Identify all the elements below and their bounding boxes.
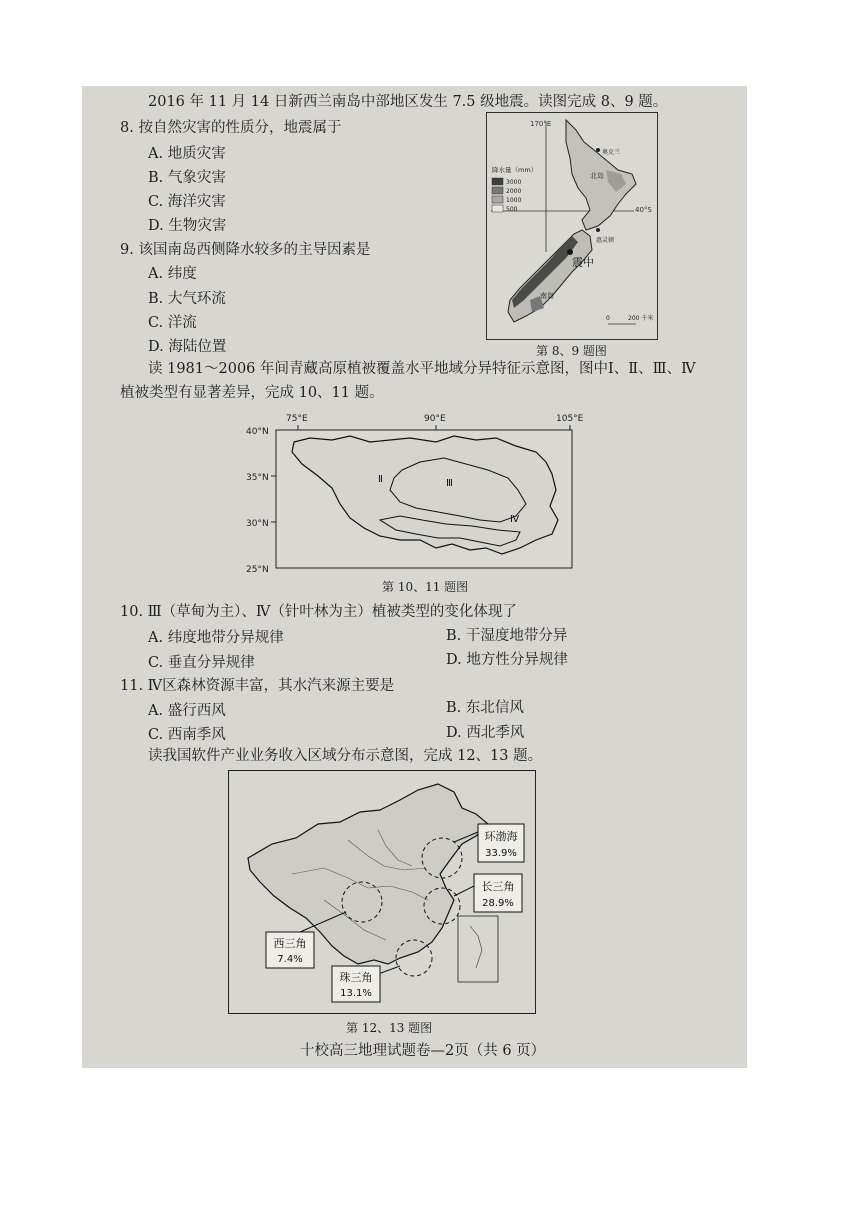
q9-option-d: D. 海陆位置: [148, 339, 227, 355]
region-iv-label: Ⅳ: [510, 514, 520, 525]
intro-q10-11-line2: 植被类型有显著差异，完成 10、11 题。: [120, 385, 384, 401]
tick-90e: 90°E: [424, 414, 446, 424]
q11-option-a: A. 盛行西风: [148, 703, 226, 719]
yangtze-value: 28.9%: [482, 898, 514, 909]
q9-option-b: B. 大气环流: [148, 291, 226, 307]
west-triangle-name: 西三角: [273, 937, 307, 950]
west-triangle-value: 7.4%: [277, 954, 303, 965]
q8-stem: 8. 按自然灾害的性质分，地震属于: [120, 120, 342, 136]
q8-option-d: D. 生物灾害: [148, 218, 227, 234]
wellington-marker: [596, 228, 600, 232]
legend-swatch-4: [492, 205, 503, 212]
legend-swatch-3: [492, 196, 503, 203]
scale-zero: 0: [606, 315, 610, 322]
q9-option-c: C. 洋流: [148, 315, 197, 331]
legend-label-4: 500: [506, 206, 518, 213]
pearl-value: 13.1%: [340, 988, 372, 999]
region-ii-label: Ⅱ: [378, 474, 383, 485]
legend-swatch-1: [492, 178, 503, 185]
wellington-label: 惠灵顿: [596, 237, 615, 244]
q11-option-c: C. 西南季风: [148, 727, 226, 743]
lon-170-label: 170°E: [530, 120, 552, 128]
page-footer: 十校高三地理试题卷—2页（共 6 页）: [300, 1043, 546, 1059]
auckland-label: 奥克兰: [602, 149, 621, 156]
new-zealand-map: [486, 112, 658, 340]
scale-label: 200 千米: [628, 315, 654, 322]
q8-option-c: C. 海洋灾害: [148, 194, 226, 210]
tick-40n: 40°N: [246, 427, 269, 437]
lat-40-label: 40°S: [635, 206, 652, 214]
legend-label-1: 3000: [506, 179, 522, 186]
china-map-caption: 第 12、13 题图: [346, 1021, 433, 1035]
tibet-map-caption: 第 10、11 题图: [382, 580, 469, 594]
q10-option-d: D. 地方性分异规律: [446, 652, 568, 668]
intro-q8-9: 2016 年 11 月 14 日新西兰南岛中部地区发生 7.5 级地震。读图完成 8、9 题。: [148, 94, 668, 110]
china-software-map: [228, 770, 536, 1014]
yangtze-name: 长三角: [481, 880, 515, 893]
north-island-label: 北岛: [590, 172, 604, 180]
q9-option-a: A. 纬度: [148, 266, 197, 282]
tick-105e: 105°E: [556, 414, 584, 424]
legend-title: 降水量（mm）: [492, 166, 538, 174]
q10-stem: 10. Ⅲ（草甸为主）、Ⅳ（针叶林为主）植被类型的变化体现了: [120, 604, 517, 620]
q11-option-b: B. 东北信风: [446, 700, 524, 716]
q11-option-d: D. 西北季风: [446, 725, 525, 741]
q11-stem: 11. Ⅳ区森林资源丰富，其水汽来源主要是: [120, 678, 395, 694]
pearl-name: 珠三角: [339, 971, 373, 984]
legend-swatch-2: [492, 187, 503, 194]
tick-35n: 35°N: [246, 473, 269, 483]
intro-q12-13: 读我国软件产业业务收入区域分布示意图，完成 12、13 题。: [148, 748, 543, 764]
bohai-name: 环渤海: [484, 830, 518, 843]
q9-stem: 9. 该国南岛西侧降水较多的主导因素是: [120, 242, 371, 258]
tick-25n: 25°N: [246, 565, 269, 575]
legend-label-2: 2000: [506, 188, 522, 195]
tick-75e: 75°E: [286, 414, 308, 424]
q10-option-b: B. 干湿度地带分异: [446, 628, 568, 644]
south-island-label: 南岛: [540, 292, 554, 300]
q10-option-c: C. 垂直分异规律: [148, 655, 255, 671]
q8-option-a: A. 地质灾害: [148, 146, 226, 162]
legend-label-3: 1000: [506, 197, 522, 204]
tick-30n: 30°N: [246, 519, 269, 529]
nz-map-caption: 第 8、9 题图: [536, 344, 607, 358]
auckland-marker: [596, 148, 600, 152]
epicenter-label: 震中: [572, 256, 594, 269]
region-iii-label: Ⅲ: [446, 478, 453, 489]
epicenter-marker: [567, 249, 573, 255]
q8-option-b: B. 气象灾害: [148, 170, 226, 186]
bohai-value: 33.9%: [485, 848, 517, 859]
tibet-plateau-map: [240, 408, 590, 576]
intro-q10-11-line1: 读 1981～2006 年间青藏高原植被覆盖水平地域分异特征示意图，图中Ⅰ、Ⅱ、Ⅲ、Ⅳ: [148, 361, 696, 377]
q10-option-a: A. 纬度地带分异规律: [148, 630, 284, 646]
